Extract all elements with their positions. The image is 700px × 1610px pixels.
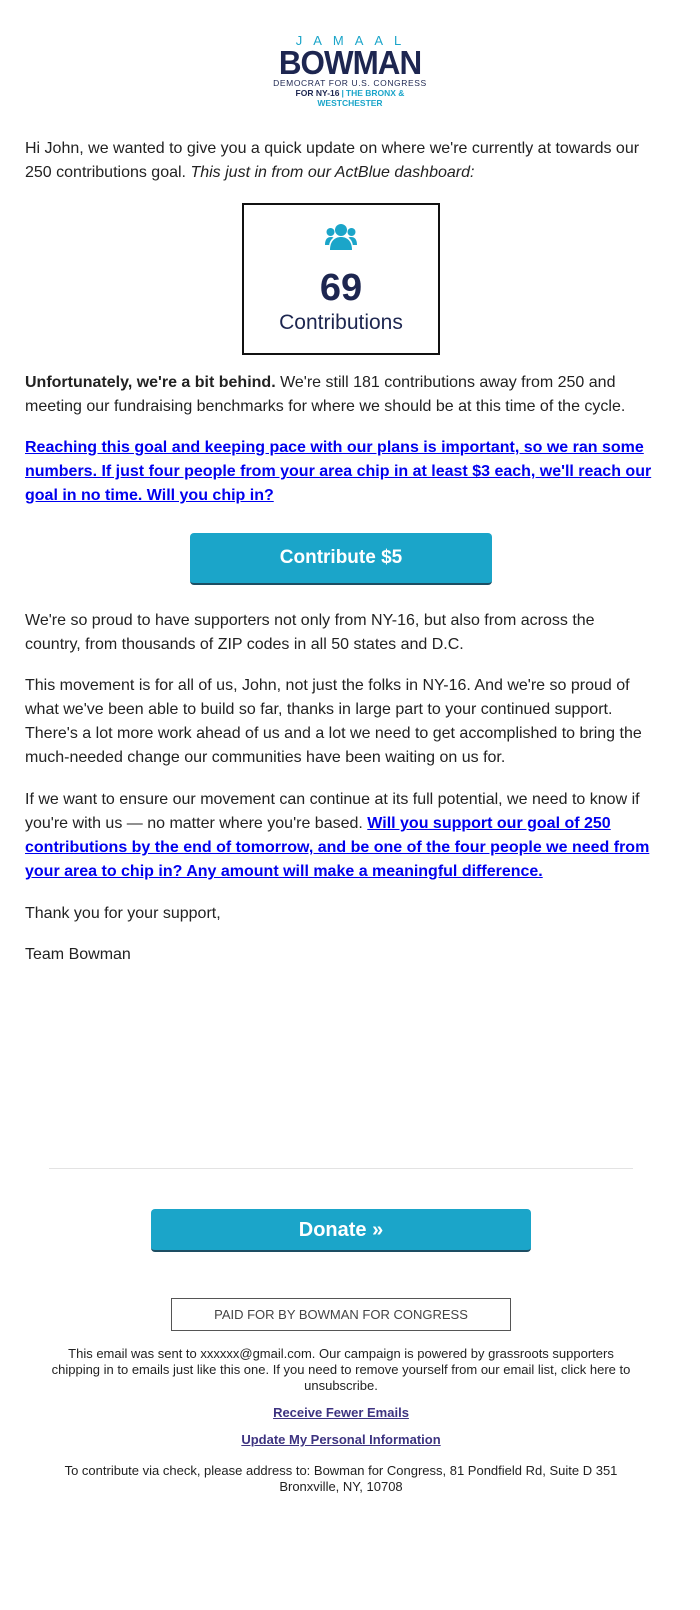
intro-italic: This just in from our ActBlue dashboard: [190, 164, 475, 181]
receive-fewer-emails-link[interactable]: Receive Fewer Emails [273, 1405, 409, 1420]
chip-in-link[interactable]: Reaching this goal and keeping pace with our plans is important, so we ran some numbers. If just four people from your area chip in at least $3 each, we'll reach our goal in no time. Will you chip in? [25, 439, 652, 504]
logo-last-name: BOWMAN [278, 44, 422, 81]
logo-district: FOR NY-16 [295, 88, 340, 98]
contribute-button[interactable]: Contribute $5 [190, 533, 492, 585]
update-personal-info-link[interactable]: Update My Personal Information [241, 1432, 441, 1447]
proud-paragraph [25, 609, 653, 657]
logo-district-line [270, 88, 430, 108]
movement-paragraph [25, 674, 653, 770]
ensure-text: If we want to ensure our movement can continue at its full potential, we need to know if you're with us — no matter where you're based. [25, 791, 640, 832]
contributions-label: Contributions [279, 311, 403, 334]
behind-paragraph [25, 371, 653, 419]
ask-paragraph [25, 436, 653, 508]
users-icon [325, 223, 357, 251]
paid-for-disclaimer: PAID FOR BY BOWMAN FOR CONGRESS [171, 1298, 511, 1331]
proud-text: We're so proud to have supporters not only from NY-16, but also from across the country, from thousands of ZIP codes in all 50 states and D.C. [25, 612, 595, 653]
donate-button[interactable]: Donate » [151, 1209, 531, 1252]
movement-text: This movement is for all of us, John, not just the folks in NY-16. And we're so proud of what we've been able to build so far, thanks in large part to your continued support. There's a lot more work ahead of us and a lot we need to get accomplished to bring the much-needed change our communities have been waiting on us for. [25, 677, 642, 766]
thanks-line [25, 902, 653, 926]
behind-text: We're still 181 contributions away from 250 and meeting our fundraising benchmarks for where we should be at this time of the cycle. [25, 374, 626, 415]
support-goal-link[interactable]: Will you support our goal of 250 contributions by the end of tomorrow, and be one of the four people we need from your area to chip in? Any amount will make a meaningful difference. [25, 815, 650, 880]
ensure-paragraph [25, 788, 653, 884]
footer-divider [49, 1168, 633, 1169]
contributions-counter [242, 203, 440, 355]
contributions-count: 69 [319, 267, 363, 309]
logo-region: THE BRONX & WESTCHESTER [317, 88, 405, 108]
logo-subtitle: DEMOCRAT FOR U.S. CONGRESS [273, 78, 427, 88]
logo-first-name: JAMAAL [295, 33, 413, 48]
update-info-row [45, 1432, 637, 1447]
behind-bold: Unfortunately, we're a bit behind. [25, 374, 276, 391]
intro-text: Hi John, we wanted to give you a quick update on where we're currently at towards our 250 contributions goal. [25, 140, 640, 181]
logo-separator: | [341, 88, 344, 98]
thanks-text: Thank you for your support, [25, 905, 221, 922]
campaign-logo [270, 34, 430, 108]
signature-text: Team Bowman [25, 946, 131, 963]
fewer-emails-row [45, 1405, 637, 1420]
intro-paragraph [25, 137, 653, 185]
signature-line [25, 943, 653, 967]
footer-notice: This email was sent to xxxxxx@gmail.com. Our campaign is powered by grassroots supporters chipping in to emails just like this one. If you need to remove yourself from our email list, click here to unsubscribe. [51, 1346, 631, 1393]
footer-address: To contribute via check, please address to: Bowman for Congress, 81 Pondfield Rd, Suite D 351 Bronxville, NY, 10708 [64, 1463, 618, 1494]
